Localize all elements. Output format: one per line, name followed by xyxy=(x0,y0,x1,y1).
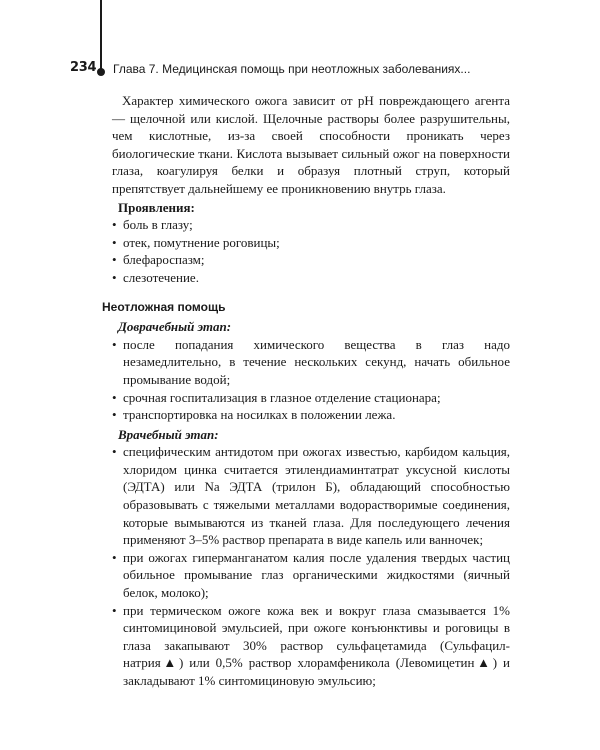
intro-paragraph: Характер химического ожога зависит от pH повреждающего агента — щелочной или кислой. Щелочные растворы более разрушительны, чем кислотные, из-за своей способности проникать через биологические ткани. Кислота вызывает сильный ожог на поверхности глаза, коагулируя белки и образуя плотный струп, который препятствует дальнейшему ее проникновению внутрь глаза. xyxy=(112,93,510,196)
prehospital-list xyxy=(112,336,510,424)
list-item: • боль в глазу; xyxy=(112,216,510,234)
medical-stage-list xyxy=(112,443,510,689)
list-item: • специфическим антидотом при ожогах известью, карбидом кальция, хлоридом цинка считается этилендиаминтатрат уксусной кислоты (ЭДТА) или Na ЭДТА (трилон Б), обладающий способностью образовывать с тяжелыми металлами водорастворимые соединения, которые вымываются из тканей глаза. Для последующего лечения применяют 3–5% раствор препарата в виде капель или ванночек; xyxy=(112,443,510,549)
list-item: • после попадания химического вещества в глаз надо незамедлительно, в течение нескольких секунд, начать обильное промывание водой; xyxy=(112,336,510,389)
running-title: Глава 7. Медицинская помощь при неотложных заболеваниях... xyxy=(113,62,471,76)
manifestations-heading: Проявления: xyxy=(118,199,195,215)
header-rule-dot xyxy=(97,68,105,76)
list-item: • блефароспазм; xyxy=(112,251,510,269)
emergency-section-heading: Неотложная помощь xyxy=(102,299,226,314)
header-rule xyxy=(100,0,102,72)
list-item: • транспортировка на носилках в положении лежа. xyxy=(112,406,510,424)
prehospital-heading: Доврачебный этап: xyxy=(118,319,232,335)
page-body xyxy=(102,92,510,690)
list-item: • срочная госпитализация в глазное отделение стационара; xyxy=(112,389,510,407)
manifestations-list xyxy=(112,216,510,286)
medical-stage-heading: Врачебный этап: xyxy=(118,426,219,442)
list-item: • отек, помутнение роговицы; xyxy=(112,234,510,252)
page-number: 234 xyxy=(70,60,97,75)
list-item: • при ожогах гиперманганатом калия после удаления твердых частиц обильное промывание глаз органическими жидкостями (яичный белок, молоко); xyxy=(112,549,510,602)
list-item: • слезотечение. xyxy=(112,269,510,287)
list-item: • при термическом ожоге кожа век и вокруг глаза смазывается 1% синтомициновой эмульсией, при ожоге конъюнктивы и роговицы в глаза закапывают 30% раствор сульфацетамида (Сульфацил-натрия▲) или 0,5% раствор хлорамфеникола (Левомицетин▲) и закладывают 1% синтомициновую эмульсию; xyxy=(112,602,510,690)
